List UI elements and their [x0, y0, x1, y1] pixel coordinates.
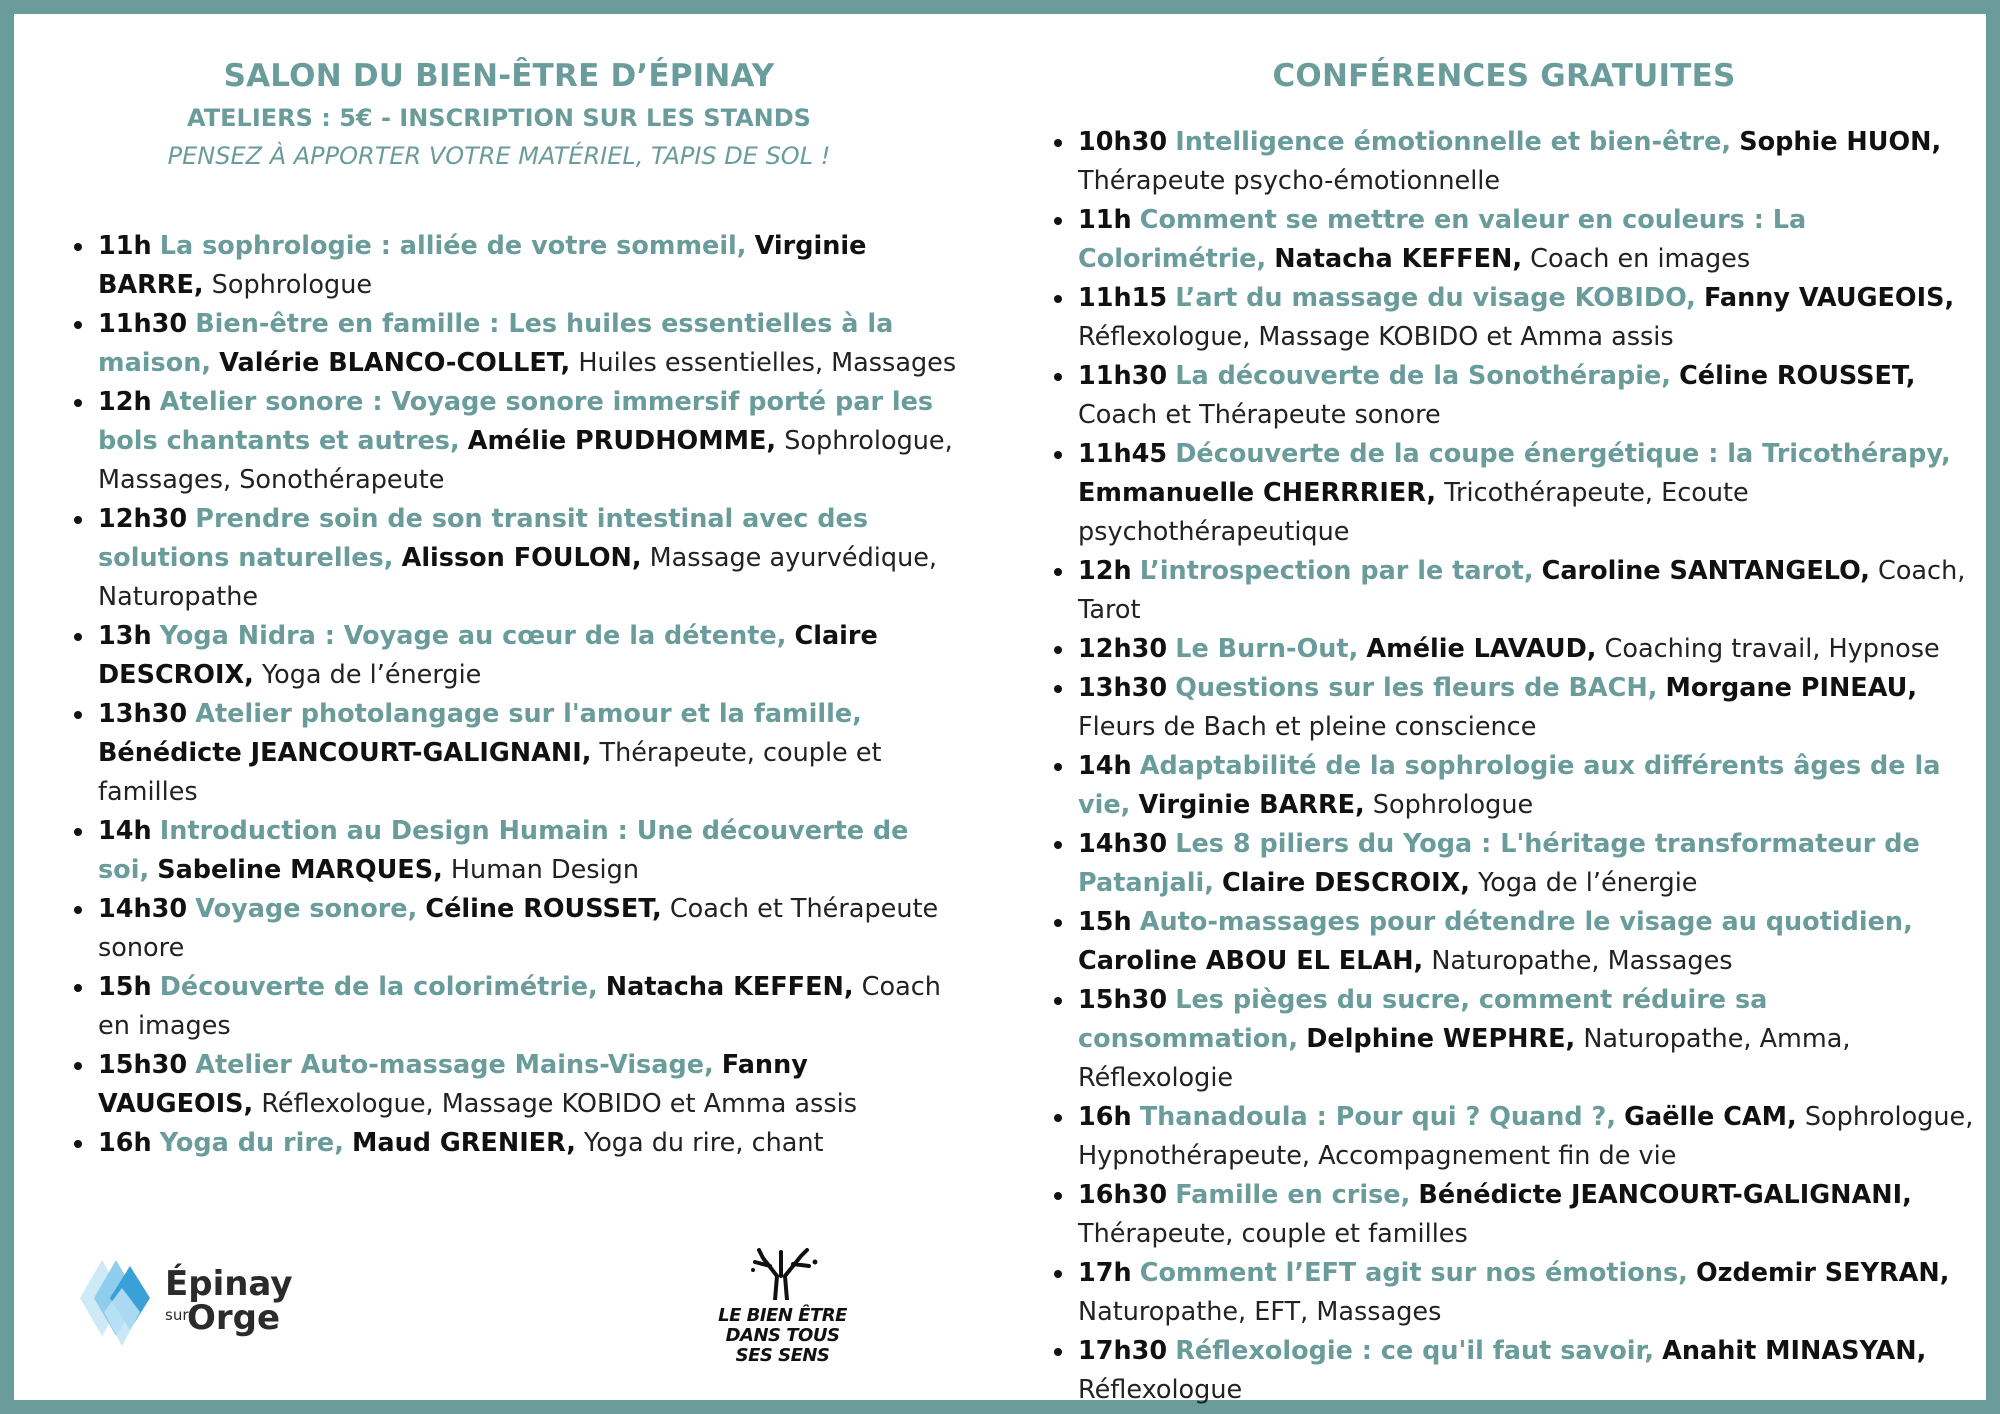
- session-title: Atelier Auto-massage Mains-Visage,: [195, 1050, 714, 1080]
- ateliers-list: [64, 227, 958, 1163]
- session-time: 11h15: [1078, 283, 1168, 313]
- speaker-role: Massage ayurvédique, Naturopathe: [98, 543, 938, 612]
- speaker-role: Tricothérapeute, Ecoute psychothérapeutique: [1078, 478, 1749, 547]
- logo-text-sur: sur: [165, 1306, 189, 1324]
- session-time: 16h30: [1078, 1180, 1168, 1210]
- speaker-name: Valérie BLANCO-COLLET,: [219, 348, 571, 378]
- speaker-name: Fanny VAUGEOIS,: [98, 1050, 808, 1119]
- schedule-item: [1078, 1332, 1988, 1410]
- speaker-role: Sophrologue, Massages, Sonothérapeute: [98, 426, 953, 495]
- materials-note: PENSEZ À APPORTER VOTRE MATÉRIEL, TAPIS DE SOL !: [167, 142, 831, 170]
- session-title: Prendre soin de son transit intestinal avec des solutions naturelles,: [98, 504, 869, 573]
- speaker-name: Virginie BARRE,: [1138, 790, 1365, 820]
- session-time: 12h30: [1078, 634, 1168, 664]
- speaker-name: Amélie LAVAUD,: [1366, 634, 1597, 664]
- session-time: 11h30: [98, 309, 188, 339]
- session-time: 16h: [98, 1128, 152, 1158]
- schedule-item: [98, 383, 958, 500]
- ateliers-subtitle: ATELIERS : 5€ - INSCRIPTION SUR LES STANDS: [187, 104, 811, 132]
- speaker-role: Réflexologue, Massage KOBIDO et Amma assis: [1078, 322, 1674, 352]
- session-time: 13h30: [1078, 673, 1168, 703]
- schedule-item: [98, 617, 958, 695]
- schedule-item: [98, 500, 958, 617]
- session-time: 14h30: [98, 894, 188, 924]
- schedule-item: [1078, 357, 1988, 435]
- schedule-item: [98, 812, 958, 890]
- bien-etre-dans-tous-ses-sens-logo: [715, 1248, 850, 1368]
- speaker-role: Sophrologue: [1372, 790, 1534, 820]
- session-title: Famille en crise,: [1175, 1180, 1411, 1210]
- session-title: La découverte de la Sonothérapie,: [1175, 361, 1671, 391]
- session-time: 15h: [98, 972, 152, 1002]
- speaker-role: Thérapeute, couple et familles: [98, 738, 882, 807]
- schedule-item: [1078, 552, 1988, 630]
- speaker-name: Anahit MINASYAN,: [1662, 1336, 1927, 1366]
- speaker-name: Maud GRENIER,: [352, 1128, 576, 1158]
- session-title: Les pièges du sucre, comment réduire sa consommation,: [1078, 985, 1768, 1054]
- speaker-role: Yoga de l’énergie: [261, 660, 482, 690]
- session-title: Atelier sonore : Voyage sonore immersif porté par les bols chantants et autres,: [98, 387, 934, 456]
- session-time: 13h: [98, 621, 152, 651]
- session-title: Introduction au Design Humain : Une découverte de soi,: [98, 816, 909, 885]
- session-time: 17h: [1078, 1258, 1132, 1288]
- speaker-name: Céline ROUSSET,: [1679, 361, 1916, 391]
- speaker-name: Emmanuelle CHERRRIER,: [1078, 478, 1437, 508]
- speaker-name: Fanny VAUGEOIS,: [1703, 283, 1955, 313]
- speaker-name: Caroline ABOU EL ELAH,: [1078, 946, 1424, 976]
- session-title: Intelligence émotionnelle et bien-être,: [1175, 127, 1732, 157]
- schedule-item: [1078, 630, 1988, 669]
- speaker-role: Sophrologue, Hypnothérapeute, Accompagnement fin de vie: [1078, 1102, 1974, 1171]
- speaker-name: Gaëlle CAM,: [1624, 1102, 1797, 1132]
- session-time: 13h30: [98, 699, 188, 729]
- schedule-item: [1078, 279, 1988, 357]
- epinay-sur-orge-logo: [80, 1258, 293, 1348]
- speaker-role: Naturopathe, EFT, Massages: [1078, 1297, 1442, 1327]
- session-title: Atelier photolangage sur l'amour et la famille,: [195, 699, 862, 729]
- speaker-role: Réflexologue: [1078, 1375, 1243, 1405]
- speaker-role: Fleurs de Bach et pleine conscience: [1078, 712, 1537, 742]
- speaker-name: Ozdemir SEYRAN,: [1695, 1258, 1950, 1288]
- session-title: Questions sur les fleurs de BACH,: [1175, 673, 1658, 703]
- schedule-item: [1078, 1254, 1988, 1332]
- session-title: Auto-massages pour détendre le visage au quotidien,: [1139, 907, 1913, 937]
- schedule-item: [98, 1046, 958, 1124]
- session-time: 11h45: [1078, 439, 1168, 469]
- session-title: Yoga du rire,: [159, 1128, 344, 1158]
- session-time: 14h: [98, 816, 152, 846]
- session-time: 16h: [1078, 1102, 1132, 1132]
- speaker-role: Coach et Thérapeute sonore: [1078, 400, 1441, 430]
- schedule-item: [98, 227, 958, 305]
- session-title: L’art du massage du visage KOBIDO,: [1175, 283, 1696, 313]
- session-time: 10h30: [1078, 127, 1168, 157]
- session-title: Découverte de la colorimétrie,: [159, 972, 598, 1002]
- logo-line-3: SES SENS: [735, 1345, 830, 1366]
- speaker-name: Claire DESCROIX,: [1222, 868, 1470, 898]
- session-title: Thanadoula : Pour qui ? Quand ?,: [1139, 1102, 1617, 1132]
- schedule-item: [98, 968, 958, 1046]
- speaker-name: Claire DESCROIX,: [98, 621, 878, 690]
- schedule-item: [1078, 1098, 1988, 1176]
- schedule-item: [98, 890, 958, 968]
- schedule-item: [98, 1124, 958, 1163]
- session-time: 15h30: [1078, 985, 1168, 1015]
- session-title: Voyage sonore,: [195, 894, 418, 924]
- speaker-name: Amélie PRUDHOMME,: [467, 426, 777, 456]
- schedule-item: [1078, 123, 1988, 201]
- speaker-role: Thérapeute psycho-émotionnelle: [1078, 166, 1501, 196]
- speaker-role: Yoga de l’énergie: [1478, 868, 1698, 898]
- session-time: 14h30: [1078, 829, 1168, 859]
- schedule-item: [1078, 201, 1988, 279]
- session-time: 12h: [98, 387, 152, 417]
- speaker-role: Coach et Thérapeute sonore: [98, 894, 939, 963]
- salon-title: SALON DU BIEN-ÊTRE D’ÉPINAY: [223, 58, 775, 94]
- session-title: Découverte de la coupe énergétique : la Tricothérapy,: [1175, 439, 1951, 469]
- schedule-item: [1078, 1176, 1988, 1254]
- session-title: Bien-être en famille : Les huiles essentielles à la maison,: [98, 309, 894, 378]
- session-time: 11h: [1078, 205, 1132, 235]
- session-title: Les 8 piliers du Yoga : L'héritage transformateur de Patanjali,: [1078, 829, 1920, 898]
- session-title: Réflexologie : ce qu'il faut savoir,: [1175, 1336, 1655, 1366]
- speaker-role: Naturopathe, Amma, Réflexologie: [1078, 1024, 1851, 1093]
- session-title: L’introspection par le tarot,: [1139, 556, 1534, 586]
- speaker-name: Bénédicte JEANCOURT-GALIGNANI,: [1418, 1180, 1912, 1210]
- speaker-role: Coach en images: [1530, 244, 1751, 274]
- session-time: 12h30: [98, 504, 188, 534]
- schedule-item: [1078, 747, 1988, 825]
- logo-line-1: LE BIEN ÊTRE: [718, 1305, 847, 1326]
- speaker-role: Thérapeute, couple et familles: [1078, 1219, 1468, 1249]
- session-time: 17h30: [1078, 1336, 1168, 1366]
- logo-text-orge: Orge: [187, 1298, 281, 1338]
- speaker-role: Coach en images: [98, 972, 941, 1041]
- conferences-list: [1044, 123, 1988, 1410]
- session-title: Yoga Nidra : Voyage au cœur de la détente,: [159, 621, 787, 651]
- speaker-name: Delphine WEPHRE,: [1306, 1024, 1576, 1054]
- speaker-role: Coaching travail, Hypnose: [1604, 634, 1940, 664]
- speaker-role: Sophrologue: [211, 270, 373, 300]
- tree-figure-icon: [715, 1248, 850, 1300]
- session-time: 11h30: [1078, 361, 1168, 391]
- speaker-name: Caroline SANTANGELO,: [1541, 556, 1870, 586]
- speaker-name: Sophie HUON,: [1739, 127, 1942, 157]
- session-time: 15h30: [98, 1050, 188, 1080]
- schedule-item: [98, 695, 958, 812]
- logo-text-epinay: Épinay: [165, 1264, 293, 1304]
- logo-line-2: DANS TOUS: [725, 1325, 840, 1346]
- conferences-title: CONFÉRENCES GRATUITES: [1272, 58, 1736, 94]
- speaker-name: Natacha KEFFEN,: [1274, 244, 1523, 274]
- speaker-role: Naturopathe, Massages: [1431, 946, 1733, 976]
- speaker-role: Coach, Tarot: [1078, 556, 1966, 625]
- session-title: Comment l’EFT agit sur nos émotions,: [1139, 1258, 1688, 1288]
- schedule-item: [1078, 669, 1988, 747]
- session-time: 15h: [1078, 907, 1132, 937]
- session-title: La sophrologie : alliée de votre sommeil,: [159, 231, 747, 261]
- speaker-name: Céline ROUSSET,: [425, 894, 662, 924]
- speaker-role: Human Design: [450, 855, 639, 885]
- schedule-item: [98, 305, 958, 383]
- session-title: Le Burn-Out,: [1175, 634, 1359, 664]
- speaker-name: Alisson FOULON,: [401, 543, 642, 573]
- schedule-item: [1078, 825, 1988, 903]
- speaker-role: Huiles essentielles, Massages: [578, 348, 957, 378]
- session-title: Comment se mettre en valeur en couleurs : La Colorimétrie,: [1078, 205, 1807, 274]
- schedule-item: [1078, 435, 1988, 552]
- speaker-name: Bénédicte JEANCOURT-GALIGNANI,: [98, 738, 592, 768]
- speaker-role: Réflexologue, Massage KOBIDO et Amma assis: [261, 1089, 857, 1119]
- schedule-item: [1078, 903, 1988, 981]
- speaker-name: Morgane PINEAU,: [1665, 673, 1918, 703]
- speaker-name: Virginie BARRE,: [98, 231, 867, 300]
- session-time: 12h: [1078, 556, 1132, 586]
- speaker-role: Yoga du rire, chant: [584, 1128, 824, 1158]
- session-title: Adaptabilité de la sophrologie aux différents âges de la vie,: [1078, 751, 1941, 820]
- speaker-name: Natacha KEFFEN,: [605, 972, 854, 1002]
- session-time: 14h: [1078, 751, 1132, 781]
- speaker-name: Sabeline MARQUES,: [157, 855, 443, 885]
- schedule-item: [1078, 981, 1988, 1098]
- epinay-diamond-icon: [80, 1258, 160, 1348]
- session-time: 11h: [98, 231, 152, 261]
